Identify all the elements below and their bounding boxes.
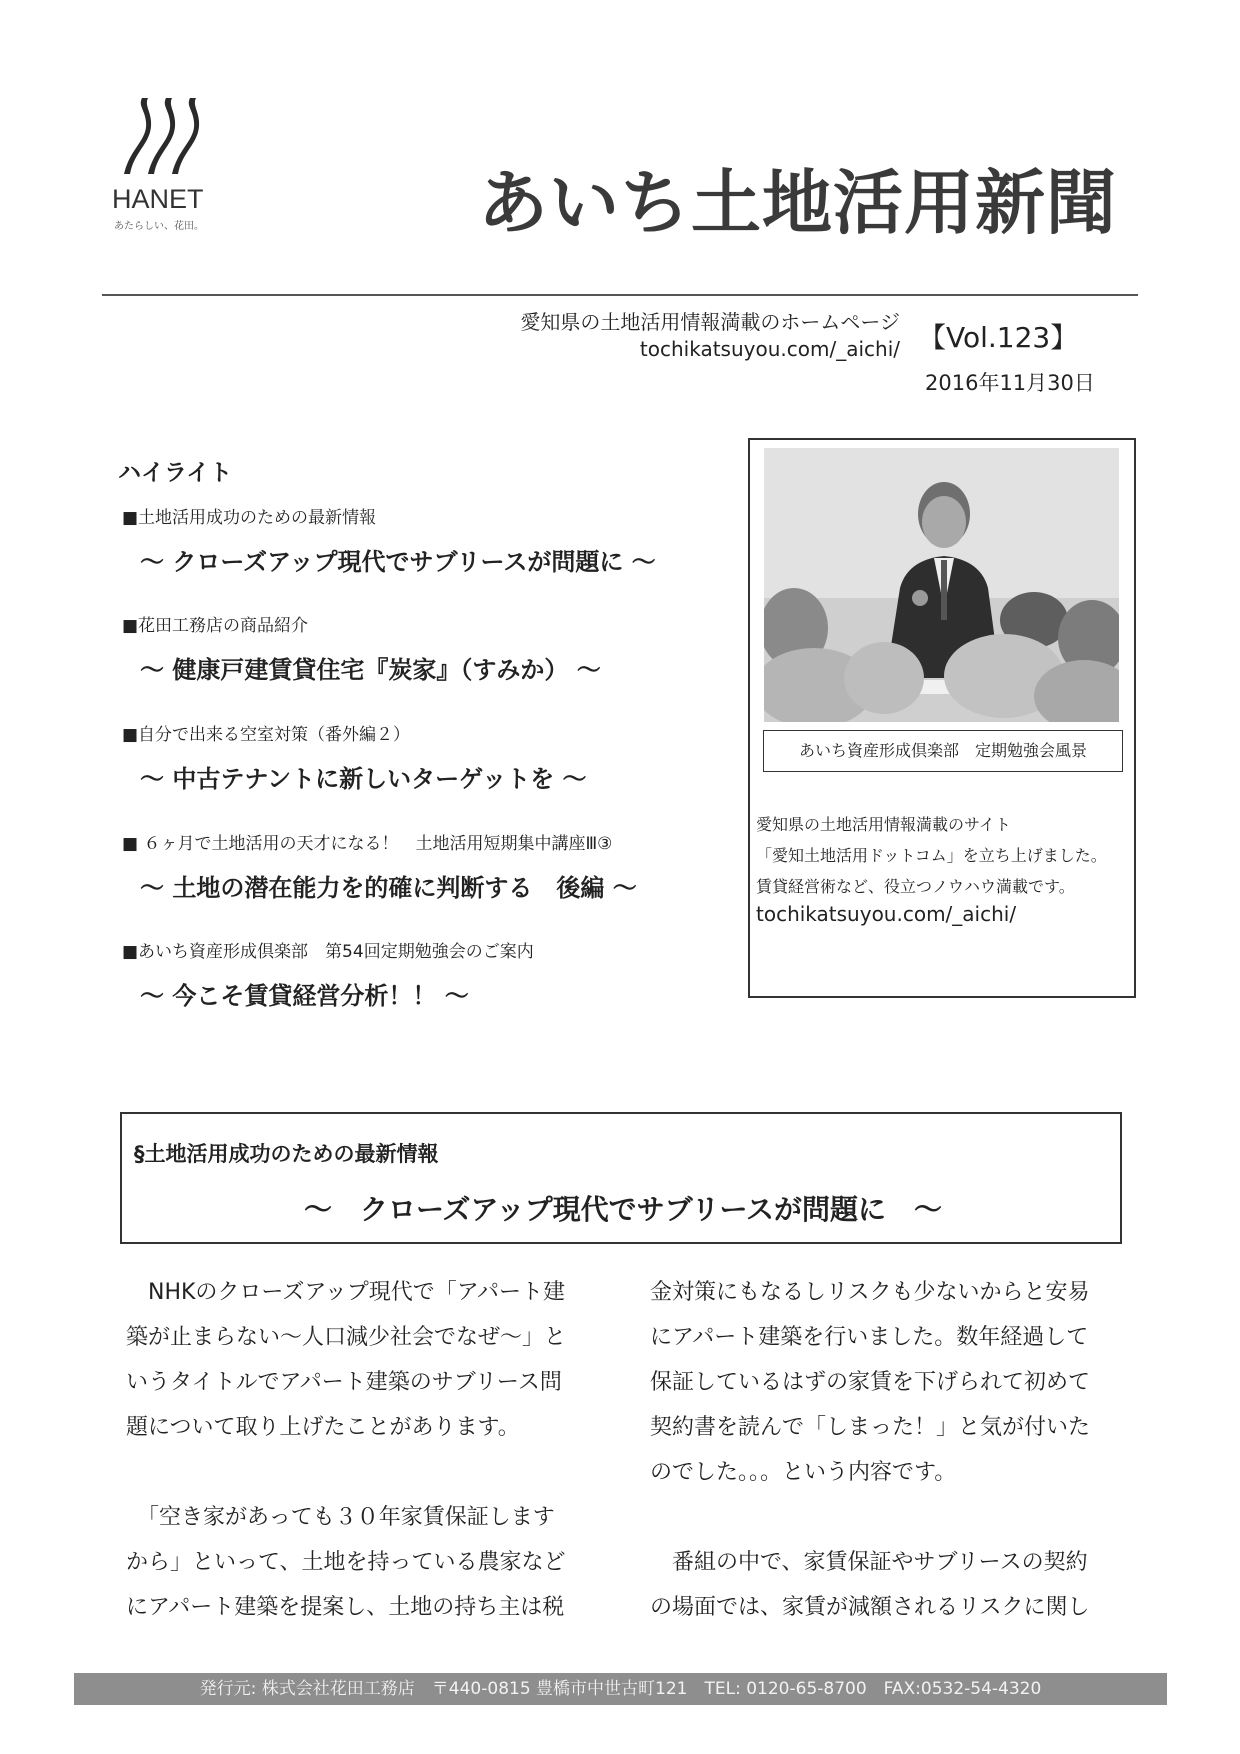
article-line: 題について取り上げたことがあります。 [126, 1415, 520, 1440]
issue-date: 2016年11月30日 [925, 371, 1095, 395]
section-label: §土地活用成功のための最新情報 [134, 1142, 439, 1166]
logo-wordmark: HANET [112, 184, 204, 214]
highlight-category: ■花田工務店の商品紹介 [122, 616, 309, 636]
highlight-title: ～ 中古テナントに新しいターゲットを ～ [140, 765, 587, 793]
seminar-photo [764, 448, 1119, 722]
article-title: ～ クローズアップ現代でサブリースが問題に ～ [303, 1193, 943, 1226]
highlight-category: ■あいち資産形成倶楽部 第54回定期勉強会のご案内 [122, 942, 534, 962]
site-description: 愛知県の土地活用情報満載のホームページ [520, 310, 900, 334]
photo-caption: あいち資産形成倶楽部 定期勉強会風景 [763, 730, 1123, 772]
header-divider [102, 294, 1138, 296]
highlight-category: ■ ６ヶ月で土地活用の天才になる！ 土地活用短期集中講座Ⅲ③ [122, 834, 613, 854]
highlight-title: ～ 土地の潜在能力を的確に判断する 後編 ～ [140, 874, 637, 902]
article-line: 契約書を読んで「しまった！」と気が付いた [650, 1415, 1091, 1440]
photo-sidebar [748, 438, 1136, 998]
highlight-title: ～ クローズアップ現代でサブリースが問題に ～ [140, 548, 656, 576]
volume-number: 【Vol.123】 [918, 321, 1079, 354]
logo-tagline: あたらしい、花田。 [114, 221, 204, 232]
publisher-footer [74, 1673, 1167, 1705]
article-line: 金対策にもなるしリスクも少ないからと安易 [650, 1280, 1090, 1305]
article-line: 保証しているはずの家賃を下げられて初めて [650, 1370, 1091, 1395]
article-line: にアパート建築を行いました。数年経過して [650, 1325, 1089, 1350]
article-line: 番組の中で、家賃保証やサブリースの契約 [650, 1550, 1088, 1575]
company-logo [112, 96, 212, 236]
section-header-box [120, 1112, 1122, 1244]
sidebar-text: 愛知県の土地活用情報満載のサイト [756, 815, 1011, 834]
article-line: のでした。。。という内容です。 [650, 1460, 957, 1485]
site-url: tochikatsuyou.com/_aichi/ [639, 337, 900, 361]
highlight-category: ■土地活用成功のための最新情報 [122, 508, 377, 528]
highlight-category: ■自分で出来る空室対策（番外編２） [122, 725, 411, 745]
sidebar-text: 賃貸経営術など、役立つノウハウ満載です。 [756, 877, 1075, 896]
highlight-title: ～ 今こそ賃貸経営分析！！ ～ [140, 982, 469, 1010]
highlights-heading: ハイライト [118, 460, 233, 486]
publisher-info: 発行元: 株式会社花田工務店 〒440-0815 豊橋市中世古町121 TEL: 0120-65-8700 FAX:0532-54-4320 [199, 1679, 1042, 1699]
hanet-logo-mark-icon [118, 96, 214, 184]
article-line: の場面では、家賃が減額されるリスクに関し [650, 1595, 1090, 1620]
highlight-title: ～ 健康戸建賃貸住宅『炭家』（すみか） ～ [140, 656, 601, 684]
article-line: 築が止まらない～人口減少社会でなぜ～」と [126, 1325, 567, 1350]
article-line: NHKのクローズアップ現代で「アパート建 [126, 1280, 566, 1305]
article-line: 「空き家があっても３０年家賃保証します [126, 1505, 555, 1530]
sidebar-text: 「愛知土地活用ドットコム」を立ち上げました。 [756, 846, 1107, 865]
article-line: にアパート建築を提案し、土地の持ち主は税 [126, 1595, 565, 1620]
newspaper-title: あいち土地活用新聞 [478, 162, 1117, 244]
article-line: いうタイトルでアパート建築のサブリース問 [126, 1370, 562, 1395]
sidebar-url: tochikatsuyou.com/_aichi/ [756, 902, 1017, 926]
article-line: から」といって、土地を持っている農家など [126, 1550, 566, 1575]
